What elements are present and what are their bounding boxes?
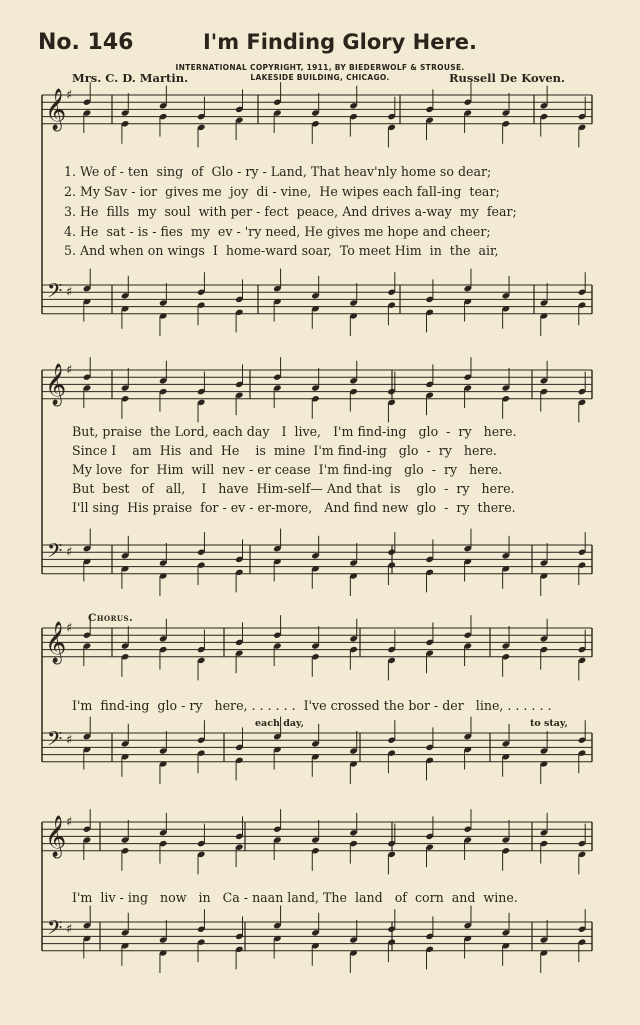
chorus-label: Chorus.: [88, 612, 134, 624]
verse-5-line-2: I'll sing His praise for - ev - er-more, And find new glo - ry there.: [72, 500, 516, 515]
verse-4-line-1: 4. He sat - is - fies my ev - 'ry need, He gives me hope and cheer;: [64, 224, 491, 239]
verse-2-line-1: 2. My Sav - ior gives me joy di - vine, He wipes each fall-ing tear;: [64, 184, 500, 199]
sharp-icon: ♯: [66, 815, 73, 830]
verse-3-line-1: 3. He fills my soul with per - fect peace, And drives a-way my fear;: [64, 204, 517, 219]
sharp-icon: ♯: [66, 545, 73, 561]
bass-clef-icon: 𝄢: [47, 726, 63, 755]
copyright-line: INTERNATIONAL COPYRIGHT, 1911, BY BIEDERWOLF & STROUSE.: [175, 63, 465, 72]
publisher-address: LAKESIDE BUILDING, CHICAGO.: [250, 73, 390, 82]
sharp-icon: ♯: [66, 621, 73, 636]
verse-4-line-2: But best of all, I have Him-self— And that is glo - ry here.: [72, 481, 515, 496]
chorus-line-1: I'm find-ing glo - ry here, . . . . . . I've crossed the bor - der line, . . . . . .: [72, 698, 552, 713]
verse-5-line-1: 5. And when on wings I home-ward soar, To meet Him in the air,: [64, 243, 499, 258]
chorus-line-2: I'm liv - ing now in Ca - naan land, The land of corn and wine.: [72, 890, 518, 905]
sharp-icon: ♯: [66, 733, 73, 749]
sharp-icon: ♯: [66, 922, 73, 938]
verse-3-line-2: My love for Him will nev - er cease I'm find-ing glo - ry here.: [72, 462, 503, 477]
hymn-title: I'm Finding Glory Here.: [202, 30, 478, 54]
treble-clef-icon: 𝄞: [45, 88, 67, 130]
verse-2-line-2: Since I am His and He is mine I'm find-ing glo - ry here.: [72, 443, 497, 458]
verse-1-line-1: 1. We of - ten sing of Glo - ry - Land, That heav'nly home so dear;: [64, 164, 492, 179]
sharp-icon: ♯: [66, 285, 73, 301]
chorus-echo-2: to stay,: [530, 718, 568, 729]
bass-clef-icon: 𝄢: [47, 278, 63, 307]
sharp-icon: ♯: [66, 88, 73, 103]
sharp-icon: ♯: [66, 363, 73, 378]
composer-credit: Russell De Koven.: [449, 71, 565, 85]
chorus-echo-1: each day,: [255, 718, 304, 729]
hymn-number: No. 146: [38, 30, 134, 55]
lyricist-credit: Mrs. C. D. Martin.: [72, 71, 189, 85]
treble-clef-icon: 𝄞: [45, 621, 67, 663]
bass-clef-icon: 𝄢: [47, 915, 63, 944]
bass-clef-icon: 𝄢: [47, 538, 63, 567]
treble-clef-icon: 𝄞: [45, 363, 67, 405]
verse-1-line-2: But, praise the Lord, each day I live, I'm find-ing glo - ry here.: [72, 424, 517, 439]
treble-clef-icon: 𝄞: [45, 815, 67, 857]
